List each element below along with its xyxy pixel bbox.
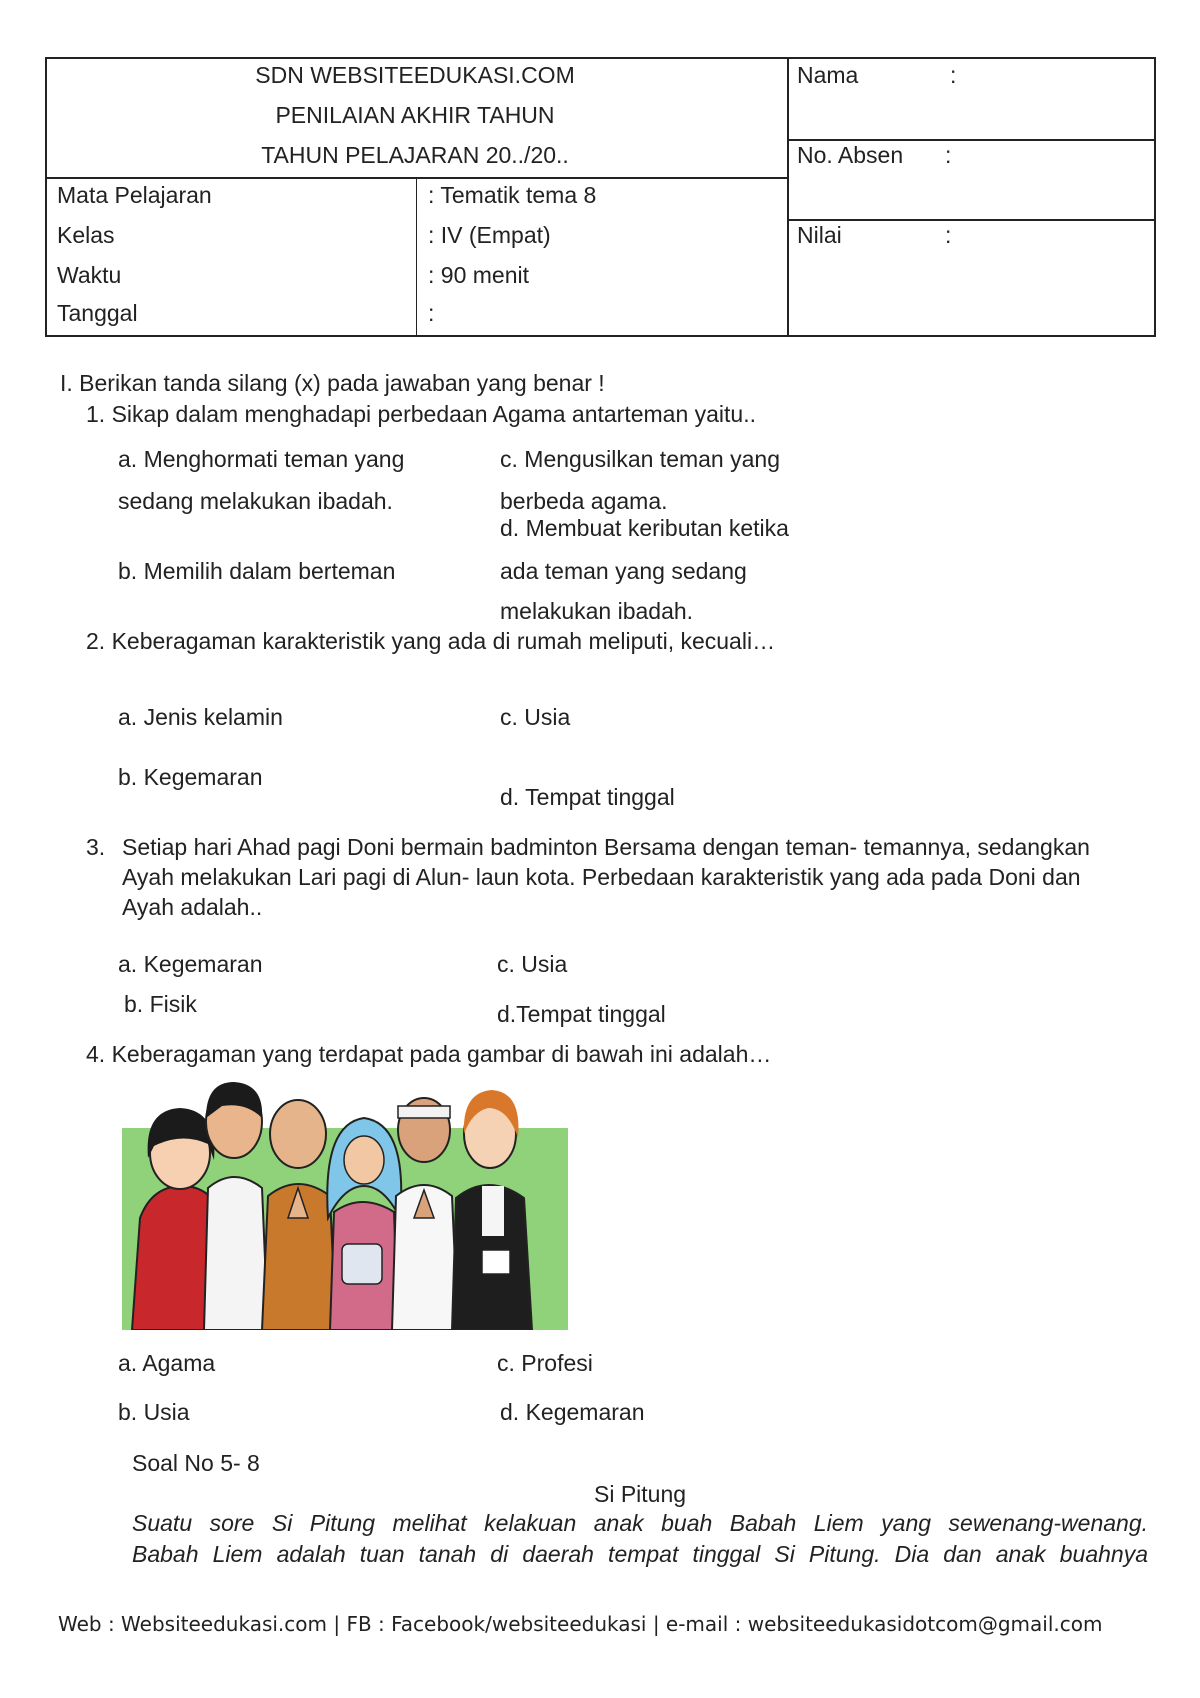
student-absen-label: No. Absen bbox=[797, 142, 904, 168]
person-man-headband bbox=[392, 1098, 458, 1330]
info-value-subject: : Tematik tema 8 bbox=[428, 182, 597, 208]
info-label-date: Tanggal bbox=[57, 300, 138, 326]
question-4-text: 4. Keberagaman yang terdapat pada gambar di bawah ini adalah… bbox=[86, 1041, 772, 1067]
q3-option-a: a. Kegemaran bbox=[118, 951, 263, 977]
q1-option-c-line1: c. Mengusilkan teman yang bbox=[500, 446, 780, 472]
q4-option-c: c. Profesi bbox=[497, 1350, 593, 1376]
question-2-text: 2. Keberagaman karakteristik yang ada di rumah meliputi, kecuali… bbox=[86, 628, 776, 654]
q1-option-b: b. Memilih dalam berteman bbox=[118, 558, 396, 584]
section-instruction: I. Berikan tanda silang (x) pada jawaban yang benar ! bbox=[60, 370, 605, 396]
religious-diversity-illustration bbox=[122, 1068, 568, 1330]
q3-option-d: d.Tempat tinggal bbox=[497, 1001, 666, 1027]
question-3-line1: Setiap hari Ahad pagi Doni bermain badminton Bersama dengan teman- temannya, sedangkan bbox=[122, 834, 1090, 860]
student-name-colon: : bbox=[950, 62, 957, 88]
soal-label: Soal No 5- 8 bbox=[132, 1450, 260, 1476]
footer-contact: Web : Websiteedukasi.com | FB : Facebook/websiteedukasi | e-mail : websiteedukasidotcom@gmail.com bbox=[58, 1612, 1103, 1636]
q1-option-d-line2: ada teman yang sedang bbox=[500, 558, 747, 584]
info-label-subject: Mata Pelajaran bbox=[57, 182, 212, 208]
person-man-white-robe bbox=[204, 1082, 268, 1330]
q1-option-d-line3: melakukan ibadah. bbox=[500, 598, 694, 624]
q1-option-d-line1: d. Membuat keributan ketika bbox=[500, 515, 789, 541]
question-3-line3: Ayah adalah.. bbox=[122, 894, 263, 920]
q2-option-b: b. Kegemaran bbox=[118, 764, 263, 790]
info-value-date: : bbox=[428, 300, 435, 326]
q1-option-a-line1: a. Menghormati teman yang bbox=[118, 446, 405, 472]
q1-option-c-line2: berbeda agama. bbox=[500, 488, 668, 514]
story-line-1: Suatu sore Si Pitung melihat kelakuan anak buah Babah Liem yang sewenang-wenang. bbox=[132, 1510, 1148, 1536]
school-year: TAHUN PELAJARAN 20../20.. bbox=[261, 142, 569, 168]
q4-option-a: a. Agama bbox=[118, 1350, 216, 1376]
student-absen-colon: : bbox=[945, 142, 952, 168]
q2-option-a: a. Jenis kelamin bbox=[118, 704, 283, 730]
student-score-label: Nilai bbox=[797, 222, 842, 248]
story-title: Si Pitung bbox=[594, 1481, 687, 1507]
info-value-time: : 90 menit bbox=[428, 262, 529, 288]
question-1-text: 1. Sikap dalam menghadapi perbedaan Agama antarteman yaitu.. bbox=[86, 401, 756, 427]
q2-option-c: c. Usia bbox=[500, 704, 571, 730]
person-monk-orange bbox=[262, 1100, 336, 1330]
person-woman-hijab bbox=[327, 1118, 401, 1330]
school-title-block bbox=[45, 62, 785, 177]
q1-option-a-line2: sedang melakukan ibadah. bbox=[118, 488, 393, 514]
q2-option-d: d. Tempat tinggal bbox=[500, 784, 675, 810]
question-3-line2: Ayah melakukan Lari pagi di Alun- laun kota. Perbedaan karakteristik yang ada pada Doni dan bbox=[122, 864, 1081, 890]
info-label-time: Waktu bbox=[57, 262, 122, 288]
student-name-label: Nama bbox=[797, 62, 859, 88]
student-score-colon: : bbox=[945, 222, 952, 248]
info-value-class: : IV (Empat) bbox=[428, 222, 551, 248]
question-3-number: 3. bbox=[86, 834, 106, 860]
story-line-2: Babah Liem adalah tuan tanah di daerah tempat tinggal Si Pitung. Dia dan anak buahnya bbox=[132, 1541, 1148, 1567]
exam-title: PENILAIAN AKHIR TAHUN bbox=[275, 102, 555, 128]
info-label-class: Kelas bbox=[57, 222, 115, 248]
q4-option-b: b. Usia bbox=[118, 1399, 190, 1425]
q3-option-c: c. Usia bbox=[497, 951, 568, 977]
q4-option-d: d. Kegemaran bbox=[500, 1399, 645, 1425]
school-name: SDN WEBSITEEDUKASI.COM bbox=[255, 62, 575, 88]
q3-option-b: b. Fisik bbox=[124, 991, 197, 1017]
